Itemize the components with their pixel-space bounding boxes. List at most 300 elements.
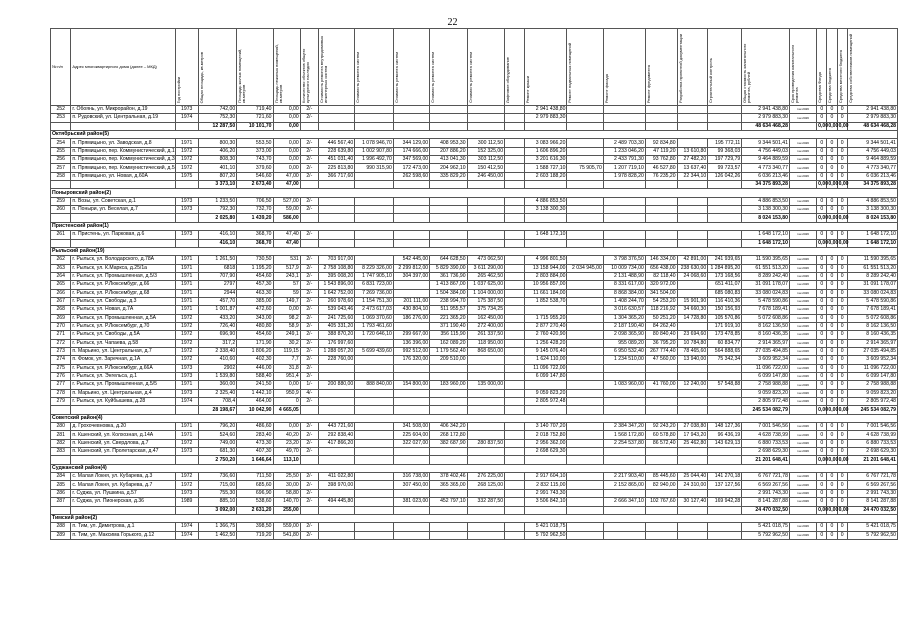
table-cell: 706,50 bbox=[237, 197, 273, 205]
table-row bbox=[51, 473, 898, 481]
table-cell: 0,00 bbox=[828, 214, 839, 221]
table-cell bbox=[355, 256, 394, 264]
table-cell bbox=[175, 122, 198, 130]
table-cell: тек.2026 bbox=[789, 156, 816, 164]
table-cell: 0 bbox=[837, 114, 847, 122]
table-cell bbox=[708, 373, 742, 381]
page-number: 22 bbox=[447, 17, 458, 28]
table-cell: 0 bbox=[827, 431, 837, 439]
header-label: Общая стоимость капитального ремонта, рублей bbox=[742, 43, 752, 103]
table-cell: 137 127,56 bbox=[708, 481, 742, 489]
table-cell: 0 bbox=[827, 389, 837, 397]
table-cell bbox=[505, 206, 525, 214]
table-cell bbox=[567, 339, 603, 347]
table-cell: 1973 bbox=[175, 389, 198, 397]
table-cell: 1971 bbox=[175, 431, 198, 439]
table-cell bbox=[318, 239, 354, 247]
table-cell: 0 bbox=[817, 314, 827, 322]
table-cell: 0 bbox=[837, 289, 847, 297]
table-cell: 6 099 147,80 bbox=[847, 373, 897, 381]
table-cell bbox=[567, 306, 603, 314]
table-cell bbox=[355, 122, 394, 130]
table-cell bbox=[175, 456, 198, 464]
table-cell: 275 bbox=[51, 364, 71, 372]
table-cell bbox=[505, 531, 525, 539]
table-cell: 2797 bbox=[198, 281, 237, 289]
table-cell: 41 760,00 bbox=[645, 381, 677, 389]
header-cell bbox=[198, 29, 237, 106]
table-cell bbox=[430, 181, 467, 189]
table-cell: 102 767,60 bbox=[645, 498, 677, 506]
table-cell: 1971 bbox=[175, 423, 198, 431]
table-cell bbox=[789, 406, 816, 414]
table-cell: 1 078 946,70 bbox=[355, 139, 394, 147]
table-cell: 5 792 962,50 bbox=[525, 531, 567, 539]
table-cell: 6 880 733,53 bbox=[847, 439, 897, 447]
table-cell: 75 342,34 bbox=[708, 356, 742, 364]
table-cell: 262 bbox=[51, 256, 71, 264]
table-cell: 1973 bbox=[175, 231, 198, 239]
table-cell bbox=[355, 398, 394, 406]
table-cell: г. Рыльск, ул. Новая, д.7А bbox=[71, 306, 175, 314]
table-cell: 0 bbox=[817, 331, 827, 339]
table-cell: 271 bbox=[51, 331, 71, 339]
table-cell bbox=[430, 373, 467, 381]
table-cell: 197 729,79 bbox=[708, 156, 742, 164]
table-cell: тек.2026 bbox=[789, 114, 816, 122]
table-cell bbox=[393, 448, 429, 456]
table-cell: 228 760,00 bbox=[318, 356, 354, 364]
table-cell: 27 035 494,85 bbox=[847, 347, 897, 355]
table-cell: 0,00 bbox=[838, 214, 849, 221]
table-cell bbox=[505, 239, 525, 247]
table-cell: 0 bbox=[837, 423, 847, 431]
table-cell bbox=[430, 214, 467, 222]
table-row bbox=[51, 498, 898, 506]
table-cell: 0 bbox=[817, 364, 827, 372]
table-cell bbox=[175, 506, 198, 514]
table-cell bbox=[677, 114, 708, 122]
table-cell: 0 bbox=[817, 272, 827, 280]
table-cell bbox=[505, 214, 525, 222]
table-cell: 1 442,10 bbox=[237, 389, 273, 397]
table-cell: 8 160 436,35 bbox=[742, 331, 790, 339]
table-cell: 743,70 bbox=[237, 156, 273, 164]
table-cell: 990 315,90 bbox=[355, 164, 394, 172]
table-cell: 341 508,00 bbox=[393, 423, 429, 431]
table-cell: тек.2026 bbox=[789, 347, 816, 355]
table-cell bbox=[525, 181, 567, 189]
table-cell: 61 551 513,20 bbox=[847, 264, 897, 272]
table-cell: 61 551 513,20 bbox=[742, 264, 790, 272]
table-cell bbox=[505, 164, 525, 172]
table-cell: 955 089,20 bbox=[603, 339, 645, 347]
header-label: Стоимость ремонта внутридомовых инженерных систем bbox=[318, 35, 329, 103]
table-cell: п. Кшенский, ул. Свердлова, д.7 bbox=[71, 439, 175, 447]
table-cell: 0 bbox=[273, 398, 300, 406]
table-cell: 755,30 bbox=[198, 489, 237, 497]
table-cell: 1 806,20 bbox=[237, 347, 273, 355]
table-cell: 204 962,10 bbox=[430, 164, 467, 172]
table-cell bbox=[175, 239, 198, 247]
table-cell: 0,00 bbox=[273, 381, 300, 389]
table-cell bbox=[567, 231, 603, 239]
table-cell: 78 465,60 bbox=[677, 347, 708, 355]
table-cell: 270 bbox=[51, 322, 71, 330]
table-cell bbox=[430, 389, 467, 397]
table-cell: 0 bbox=[817, 523, 827, 531]
table-cell: 0 bbox=[837, 531, 847, 539]
table-cell: 1 648 172,10 bbox=[742, 231, 790, 239]
table-cell: 0 bbox=[827, 306, 837, 314]
table-cell bbox=[789, 122, 816, 130]
table-cell bbox=[355, 473, 394, 481]
table-cell: 75 905,70 bbox=[567, 164, 603, 172]
section-title: Поныровский район(2) bbox=[51, 189, 898, 197]
table-cell: 6 099 147,80 bbox=[525, 373, 567, 381]
table-row bbox=[51, 114, 898, 122]
header-label: Строительный контроль bbox=[708, 57, 714, 103]
table-cell: 34 375 893,28 bbox=[847, 181, 897, 189]
table-cell: 715,00 bbox=[198, 481, 237, 489]
table-cell: 378 402,46 bbox=[430, 473, 467, 481]
table-cell: 0 bbox=[837, 331, 847, 339]
table-cell: 92 834,80 bbox=[645, 139, 677, 147]
table-cell bbox=[789, 506, 816, 514]
table-cell: 1973 bbox=[175, 489, 198, 497]
table-cell: п. Марьино, ул. Центральная, д.4 bbox=[71, 389, 175, 397]
table-cell: 1 648 172,10 bbox=[742, 239, 790, 247]
table-cell: 0,00 bbox=[273, 147, 300, 155]
table-cell: 2/- bbox=[300, 264, 318, 272]
table-cell: 254 bbox=[51, 139, 71, 147]
table-cell: 1973 bbox=[175, 448, 198, 456]
table-cell: 0,00 bbox=[273, 106, 300, 114]
table-cell bbox=[505, 498, 525, 506]
table-cell: 0 bbox=[827, 231, 837, 239]
table-cell bbox=[677, 214, 708, 222]
table-cell: 402,30 bbox=[237, 356, 273, 364]
table-cell: 0 bbox=[837, 523, 847, 531]
table-cell: 186 276,00 bbox=[393, 314, 429, 322]
table-cell: 527,00 bbox=[273, 197, 300, 205]
table-cell: 2/- bbox=[300, 314, 318, 322]
table-cell: 517,9 bbox=[273, 264, 300, 272]
table-cell: 4/- bbox=[300, 389, 318, 397]
table-cell: 34 375 893,28 bbox=[742, 181, 790, 189]
table-cell bbox=[393, 114, 429, 122]
table-cell bbox=[708, 106, 742, 114]
table-row bbox=[51, 356, 898, 364]
table-cell bbox=[567, 156, 603, 164]
table-cell: с. Малая Локня, ул. Кубарева, д.3 bbox=[71, 473, 175, 481]
table-cell bbox=[677, 398, 708, 406]
table-cell: 407,30 bbox=[237, 448, 273, 456]
table-cell: 25 462,80 bbox=[677, 439, 708, 447]
table-cell: 9 059 823,20 bbox=[525, 389, 567, 397]
table-cell: 5 829 390,00 bbox=[430, 264, 467, 272]
table-cell: 6 036 213,46 bbox=[742, 172, 790, 180]
table-cell: 644 628,50 bbox=[430, 256, 467, 264]
table-cell: 1 154 751,30 bbox=[355, 297, 394, 305]
header-cell bbox=[71, 29, 175, 106]
table-cell: 152 325,00 bbox=[467, 147, 504, 155]
table-cell: 546,60 bbox=[237, 172, 273, 180]
table-cell: 2/- bbox=[300, 373, 318, 381]
table-cell: 1 439,20 bbox=[237, 214, 273, 222]
table-cell: 0,00 bbox=[838, 506, 849, 513]
table-cell: 5 421 018,75 bbox=[525, 523, 567, 531]
table-cell: г. Рыльск, ул. Промышленная, д.5/3 bbox=[71, 272, 175, 280]
table-row bbox=[51, 147, 898, 155]
table-cell bbox=[567, 498, 603, 506]
table-cell bbox=[567, 531, 603, 539]
header-label: Лифтовое оборудование bbox=[505, 56, 511, 103]
table-cell: 2 956 362,00 bbox=[525, 439, 567, 447]
table-cell: 46 527,80 bbox=[645, 164, 677, 172]
table-cell: 24 068,60 bbox=[677, 272, 708, 280]
table-cell: 2 187 190,40 bbox=[603, 322, 645, 330]
table-cell: 1972 bbox=[175, 322, 198, 330]
header-label: Ремонт крыши bbox=[525, 75, 531, 103]
table-cell: 21 201 648,41 bbox=[742, 456, 790, 464]
table-cell: 0 bbox=[837, 281, 847, 289]
table-cell bbox=[318, 214, 354, 222]
table-cell: 23 694,60 bbox=[677, 331, 708, 339]
table-cell: 17 943,20 bbox=[677, 431, 708, 439]
table-cell: 651 411,07 bbox=[708, 281, 742, 289]
table-cell: 0,00 bbox=[273, 306, 300, 314]
table-cell: тек.2026 bbox=[789, 448, 816, 456]
table-cell bbox=[467, 373, 504, 381]
table-cell bbox=[645, 214, 677, 222]
table-cell: 1 002 907,80 bbox=[355, 147, 394, 155]
table-row bbox=[51, 331, 898, 339]
table-cell bbox=[300, 122, 318, 130]
table-cell: 10 784,80 bbox=[677, 339, 708, 347]
table-cell: 2/- bbox=[300, 256, 318, 264]
table-cell: 0 bbox=[817, 139, 827, 147]
table-cell: тек.2026 bbox=[789, 339, 816, 347]
table-cell: 1974 bbox=[175, 531, 198, 539]
table-cell bbox=[355, 339, 394, 347]
table-cell bbox=[677, 197, 708, 205]
table-cell: 2 805 972,48 bbox=[742, 398, 790, 406]
table-cell bbox=[318, 523, 354, 531]
table-cell: 307 450,00 bbox=[393, 481, 429, 489]
table-cell: тек.2026 bbox=[789, 106, 816, 114]
table-cell bbox=[645, 373, 677, 381]
table-cell: 736,60 bbox=[198, 473, 237, 481]
table-cell: 708,4 bbox=[198, 398, 237, 406]
section-row bbox=[51, 247, 898, 255]
table-cell: 252 bbox=[51, 106, 71, 114]
table-cell: 0 bbox=[837, 347, 847, 355]
table-cell bbox=[430, 506, 467, 514]
table-cell bbox=[645, 239, 677, 247]
table-cell bbox=[567, 439, 603, 447]
table-cell: 2 338,40 bbox=[198, 347, 237, 355]
table-cell: 12 287,50 bbox=[198, 122, 237, 130]
table-cell bbox=[318, 373, 354, 381]
table-cell: 0,00 bbox=[838, 239, 849, 246]
header-label: Средства местного бюджета bbox=[837, 49, 843, 103]
table-cell: 54 253,20 bbox=[645, 297, 677, 305]
table-cell: 1 720 646,10 bbox=[355, 331, 394, 339]
table-cell: 451 031,40 bbox=[318, 156, 354, 164]
table-row bbox=[51, 231, 898, 239]
table-cell: 1973 bbox=[175, 106, 198, 114]
header-cell bbox=[175, 29, 198, 106]
table-cell bbox=[708, 398, 742, 406]
table-cell: 8 229 326,00 bbox=[355, 264, 394, 272]
table-cell bbox=[355, 389, 394, 397]
table-cell: 405 331,20 bbox=[318, 322, 354, 330]
table-cell: 2 805 972,48 bbox=[525, 398, 567, 406]
table-cell: 0 bbox=[817, 256, 827, 264]
table-cell: 0 bbox=[827, 398, 837, 406]
table-cell: 4 628 738,99 bbox=[847, 431, 897, 439]
table-cell bbox=[567, 314, 603, 322]
table-row bbox=[51, 106, 898, 114]
table-cell bbox=[708, 406, 742, 414]
table-cell: 0 bbox=[837, 389, 847, 397]
table-cell: 2 152 865,00 bbox=[603, 481, 645, 489]
table-row bbox=[51, 172, 898, 180]
header-label: Средства бюджета bbox=[827, 67, 833, 103]
table-cell: 1 069 370,60 bbox=[355, 314, 394, 322]
table-cell: 105 570,86 bbox=[708, 314, 742, 322]
table-cell: 22 344,10 bbox=[677, 172, 708, 180]
table-cell: 47,40 bbox=[273, 231, 300, 239]
table-cell bbox=[708, 122, 742, 130]
header-cell bbox=[837, 29, 847, 106]
table-cell bbox=[467, 523, 504, 531]
table-cell: 0 bbox=[837, 106, 847, 114]
table-cell: 92 243,20 bbox=[645, 423, 677, 431]
table-cell: 0 bbox=[817, 531, 827, 539]
table-cell bbox=[355, 364, 394, 372]
table-cell: 951,4 bbox=[273, 373, 300, 381]
table-cell: г. Рыльск, ул. Р.Люксембург, д.68 bbox=[71, 289, 175, 297]
table-cell bbox=[393, 231, 429, 239]
table-cell: тек.2026 bbox=[789, 139, 816, 147]
table-cell: 59 bbox=[273, 289, 300, 297]
table-cell: п. Марьино, ул. Центральная, д.7 bbox=[71, 347, 175, 355]
table-cell: 888 840,00 bbox=[355, 381, 394, 389]
table-cell: 135 000,00 bbox=[467, 381, 504, 389]
table-cell: 59,00 bbox=[273, 206, 300, 214]
table-cell bbox=[393, 206, 429, 214]
table-cell: 992 512,00 bbox=[393, 347, 429, 355]
subtotal-row bbox=[51, 181, 898, 189]
table-cell bbox=[318, 231, 354, 239]
table-cell bbox=[505, 489, 525, 497]
header-label: Адрес многоквартирного дома (далее – МКД) bbox=[72, 64, 157, 69]
header-cell bbox=[645, 29, 677, 106]
table-cell: 559,00 bbox=[273, 523, 300, 531]
table-cell: 0,00 bbox=[273, 423, 300, 431]
table-cell: 0 bbox=[817, 206, 827, 214]
table-cell: 47,00 bbox=[273, 172, 300, 180]
table-cell: 707,90 bbox=[198, 272, 237, 280]
table-cell: 2 299 812,00 bbox=[393, 264, 429, 272]
table-cell: тек.2026 bbox=[789, 314, 816, 322]
table-cell: 272 bbox=[51, 339, 71, 347]
table-cell: 24 310,00 bbox=[677, 481, 708, 489]
table-cell bbox=[393, 289, 429, 297]
table-cell: 176 997,60 bbox=[318, 339, 354, 347]
table-cell: 2 473 617,03 bbox=[355, 306, 394, 314]
table-cell: 173 478,85 bbox=[708, 331, 742, 339]
table-cell: 2/- bbox=[300, 306, 318, 314]
table-cell: 225 813,80 bbox=[318, 164, 354, 172]
table-cell: 730,50 bbox=[237, 256, 273, 264]
table-cell: 249,1 bbox=[273, 331, 300, 339]
table-cell: 0 bbox=[817, 147, 827, 155]
table-cell: 12 240,00 bbox=[677, 381, 708, 389]
table-cell: 8 141 287,88 bbox=[742, 498, 790, 506]
table-cell: 287 bbox=[51, 498, 71, 506]
section-row bbox=[51, 189, 898, 197]
table-cell: 11 096 722,00 bbox=[847, 364, 897, 372]
table-cell: 7 001 546,56 bbox=[742, 423, 790, 431]
table-cell bbox=[467, 106, 504, 114]
table-cell: 58,80 bbox=[273, 489, 300, 497]
table-cell: 1975 bbox=[175, 172, 198, 180]
table-row bbox=[51, 314, 898, 322]
table-cell: 885,10 bbox=[198, 498, 237, 506]
table-cell: 0 bbox=[817, 297, 827, 305]
table-cell: 171 919,10 bbox=[708, 322, 742, 330]
table-cell: тек.2026 bbox=[789, 481, 816, 489]
table-cell: 1972 bbox=[175, 347, 198, 355]
table-cell: г. Суджа, ул. Пушкина, д.57 bbox=[71, 489, 175, 497]
table-cell: 4 628 738,99 bbox=[742, 431, 790, 439]
table-cell: 454,60 bbox=[237, 331, 273, 339]
table-cell: 0 bbox=[827, 314, 837, 322]
table-cell: 0 bbox=[817, 281, 827, 289]
table-cell: 0,00 bbox=[818, 122, 829, 129]
table-cell: 6 880 733,53 bbox=[742, 439, 790, 447]
table-cell: 586,00 bbox=[273, 214, 300, 222]
table-cell: 0 bbox=[837, 364, 847, 372]
table-cell: 0 bbox=[817, 498, 827, 506]
table-cell: 0,00 bbox=[818, 406, 829, 413]
table-cell: 25,50 bbox=[273, 473, 300, 481]
repair-register-table bbox=[50, 28, 898, 540]
table-cell: тек.2026 bbox=[789, 439, 816, 447]
table-cell bbox=[355, 498, 394, 506]
header-label: Стоимость ремонта систем bbox=[393, 52, 399, 103]
table-cell: 0 bbox=[837, 339, 847, 347]
table-cell: 411 022,80 bbox=[318, 473, 354, 481]
table-cell: 288 bbox=[51, 523, 71, 531]
table-cell: 0 bbox=[837, 139, 847, 147]
table-cell: 2 254 537,80 bbox=[603, 439, 645, 447]
table-cell: 47 560,00 bbox=[645, 356, 677, 364]
table-row bbox=[51, 423, 898, 431]
table-cell bbox=[645, 181, 677, 189]
table-cell: 2/- bbox=[300, 481, 318, 489]
table-cell: 410,60 bbox=[198, 356, 237, 364]
table-cell: 524,60 bbox=[198, 431, 237, 439]
header-cell bbox=[505, 29, 525, 106]
table-cell bbox=[430, 231, 467, 239]
table-cell: 1 234 510,00 bbox=[603, 356, 645, 364]
table-cell: г. Рыльск, ул. Промышленная, д.5/5 bbox=[71, 381, 175, 389]
table-cell bbox=[677, 489, 708, 497]
